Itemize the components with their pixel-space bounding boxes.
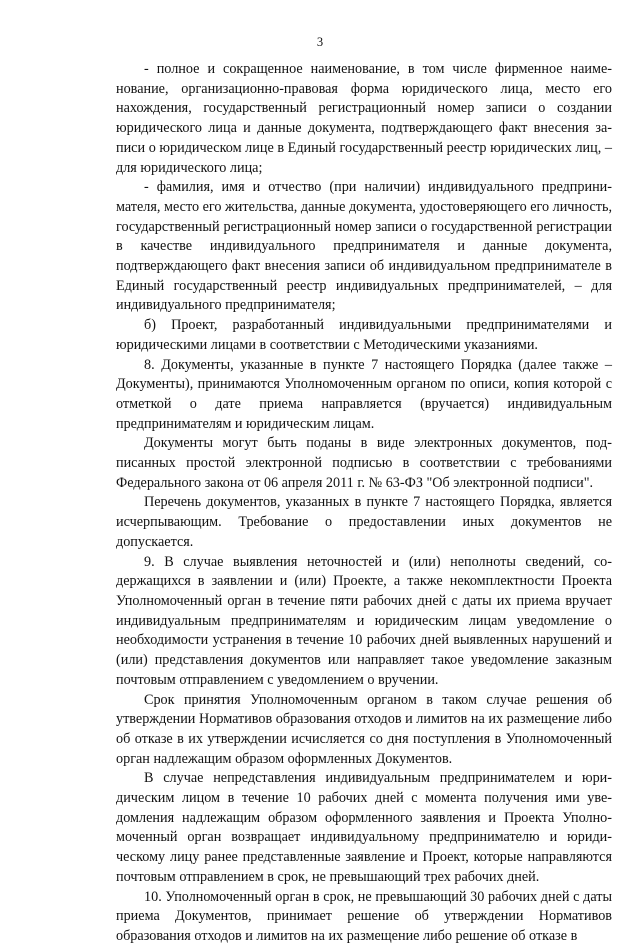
paragraph-project: б) Проект, разработанный индивидуальными предпринимателями и юридическими лицами в соответствии с Методическими указаниями.	[116, 317, 612, 353]
paragraph-legal-entity-details: - полное и сокращенное наименование, в том числе фирменное наименование, организационно-правовая форма юридического лица, место его нахождения, государственный регистрационный номер записи о создании юридического лица и данные документа, подтверждающего факт внесения записи о юридическом лице в Единый государственный реестр юридических лиц, – для юридического лица;	[116, 61, 612, 176]
paragraph-item-8: 8. Документы, указанные в пункте 7 настоящего Порядка (далее также – Документы), принимаются Уполномоченным органом по описи, копия которой с отметкой о дате приема направляется (вручается) индивидуальным предпринимателям и юридическим лицам.	[116, 356, 612, 432]
paragraph-electronic-documents: Документы могут быть поданы в виде электронных документов, подписанных простой электронной подписью в соответствии с требованиями Федерального закона от 06 апреля 2011 г. № 63-ФЗ "Об электронной подписи".	[116, 435, 612, 491]
paragraph-item-9: 9. В случае выявления неточностей и (или) неполноты сведений, содержащихся в заявлении и (или) Проекте, а также некомплектности Проекта Уполномоченный орган в течение пяти рабочих дней с даты их приема вручает индивидуальным предпринимателям и юридическим лицам уведомление о необходимости устранения в течение 10 рабочих дней выявленных нарушений и (или) представления документов или направляет такое уведомление заказным почтовым отправлением с уведомлением о вручении.	[116, 553, 612, 688]
paragraph-decision-term: Срок принятия Уполномоченным органом в таком случае решения об утверждении Нормативов образования отходов и лимитов на их размещение либо об отказе в их утверждении исчисляется со дня поступления в Уполномоченный орган надлежащим образом оформленных Документов.	[116, 691, 612, 767]
paragraph-entrepreneur-details: - фамилия, имя и отчество (при наличии) индивидуального предпринимателя, место его жительства, данные документа, удостоверяющего его личность, государственный регистрационный номер записи о государственной регистрации в качестве индивидуального предпринимателя и данные документа, подтверждающего факт внесения записи об индивидуальном предпринимателе в Единый государственный реестр индивидуальных предпринимателей, – для индивидуального предпринимателя;	[116, 179, 612, 314]
paragraph-item-10: 10. Уполномоченный орган в срок, не превышающий 30 рабочих дней с даты приема Документов, принимает решение об утверждении Нормативов образования отходов и лимитов на их размещение либо решение об отказе в	[116, 888, 612, 944]
paragraph-return-documents: В случае непредставления индивидуальным предпринимателем и юридическим лицом в течение 10 рабочих дней с момента получения ими уведомления надлежащим образом оформленного заявления и Проекта Уполномоченный орган возвращает индивидуальному предпринимателю и юридическому лицу ранее представленные заявление и Проект, которые направляются почтовым отправлением в срок, не превышающий трех рабочих дней.	[116, 770, 612, 885]
page-number: 3	[316, 35, 324, 49]
paragraph-document-list: Перечень документов, указанных в пункте 7 настоящего Порядка, является исчерпывающим. Требование о предоставлении иных документов не допускается.	[116, 494, 612, 550]
document-body	[116, 60, 612, 947]
